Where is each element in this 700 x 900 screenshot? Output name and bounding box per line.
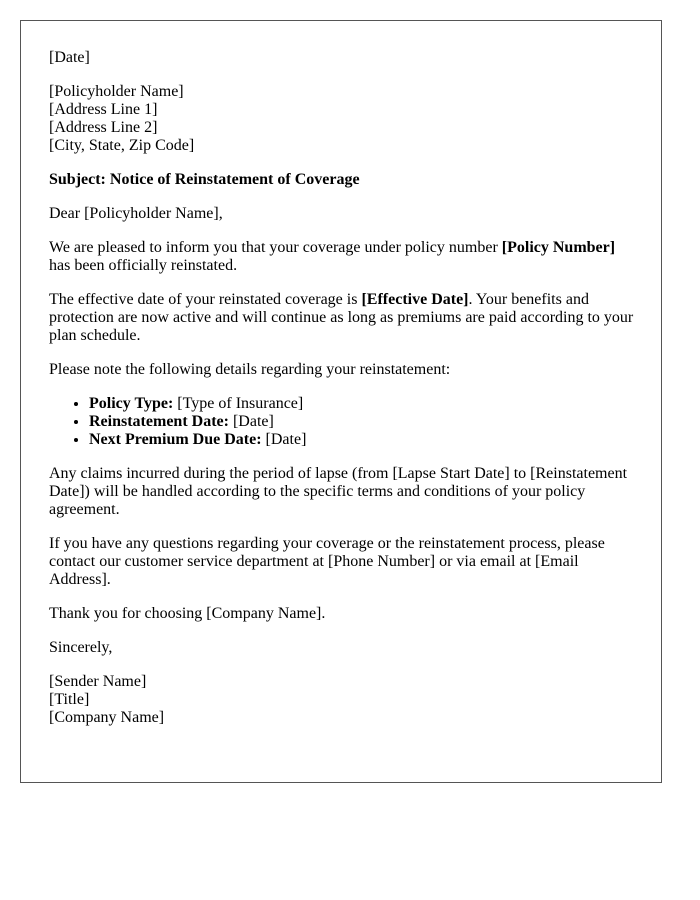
subject: Subject: Notice of Reinstatement of Coverage [49,171,360,188]
text: . Your benefits and protection are now active and will continue as long as premiums are paid according to your plan schedule. [49,291,634,344]
list-item [89,413,634,431]
details-list [49,395,634,449]
text: We are pleased to inform you that your coverage under policy number [49,239,502,256]
paragraph-thanks: Thank you for choosing [Company Name]. [49,605,326,622]
text: The effective date of your reinstated coverage is [49,291,362,308]
list-item [89,431,634,449]
text: has been officially reinstated. [49,257,238,274]
detail-value: [Date] [261,431,307,448]
sender-company: [Company Name] [49,709,165,726]
address-line-1: [Address Line 1] [49,101,158,118]
recipient-name: [Policyholder Name] [49,83,184,100]
detail-label: Next Premium Due Date: [89,431,262,448]
effective-date: [Effective Date] [361,291,469,308]
paragraph-effective [49,291,634,345]
detail-value: [Date] [228,413,274,430]
recipient-address [49,83,634,155]
closing: Sincerely, [49,639,113,656]
list-item [89,395,634,413]
paragraph-contact: If you have any questions regarding your coverage or the reinstatement process, please contact our customer service department at [Phone Number] or via email at [Email Address]. [49,535,605,588]
paragraph-claims: Any claims incurred during the period of lapse (from [Lapse Start Date] to [Reinstatement Date]) will be handled according to the specific terms and conditions of your policy agreement. [49,465,628,518]
address-line-2: [Address Line 2] [49,119,158,136]
sender-title: [Title] [49,691,90,708]
paragraph-details-intro: Please note the following details regarding your reinstatement: [49,361,451,378]
paragraph-policy [49,239,634,275]
policy-number: [Policy Number] [501,239,616,256]
city-state-zip: [City, State, Zip Code] [49,137,195,154]
signature-block [49,673,634,727]
detail-label: Policy Type: [89,395,174,412]
salutation: Dear [Policyholder Name], [49,205,223,222]
detail-value: [Type of Insurance] [173,395,304,412]
detail-label: Reinstatement Date: [89,413,229,430]
sender-name: [Sender Name] [49,673,147,690]
date: [Date] [49,49,90,66]
letter [20,20,662,783]
